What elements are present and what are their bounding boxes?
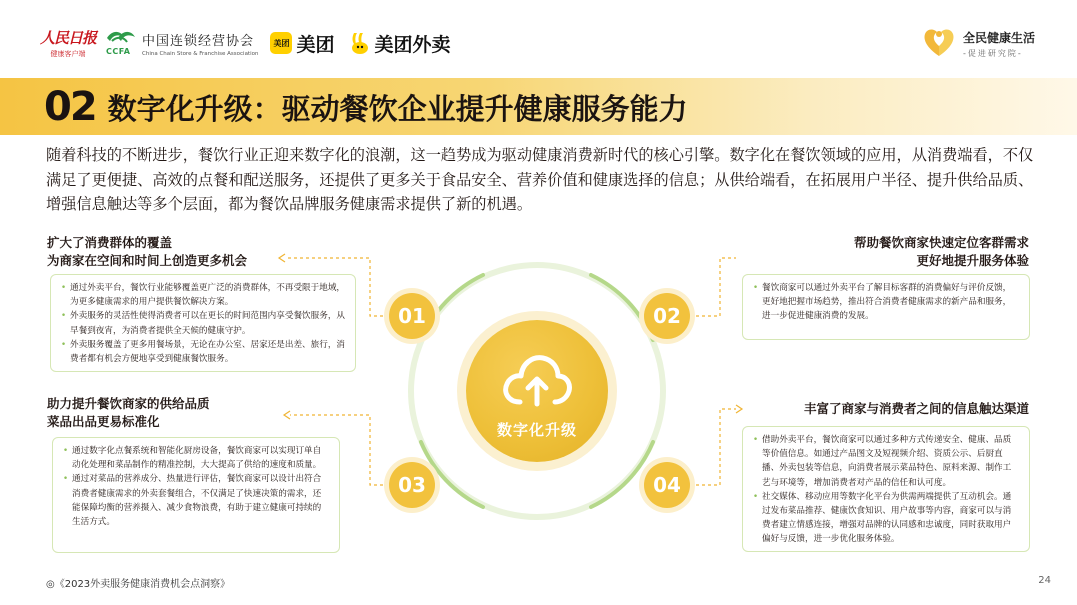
section-02-heading-line: 帮助餐饮商家快速定位客群需求 [853,235,1029,250]
health-institute-subtitle: -促进研究院- [962,49,1023,58]
section-03-bullet: • 通过对菜品的营养成分、热量进行评估，餐饮商家可以设计出符合消费者健康需求的外卖套餐组合，不仅满足了快速决策的需求，还能保障均衡的营养摄入、减少食物浪费，有助于建立健康可持续的生活方式。 [63,472,329,529]
ccfa-mark-text: CCFA [106,47,131,56]
section-01-bullet: • 通过外卖平台，餐饮行业能够覆盖更广泛的消费群体，不再受限于地域，为更多健康需求的用户提供餐饮解决方案。 [61,281,345,309]
section-02-heading [854,234,1029,270]
health-institute-logo [921,26,1035,62]
number-circle-04: 04 [644,462,690,508]
section-03-bullet: • 通过数字化点餐系统和智能化厨房设备，餐饮商家可以实现订单自动化处理和菜品制作的精准控制，大大提高了供给的速度和质量。 [63,444,329,472]
ccfa-name-en: China Chain Store & Franchise Association [142,50,259,57]
header-logos [40,22,451,64]
meituan-badge-icon: 美团 [270,32,292,54]
section-01-bullet: • 外卖服务覆盖了更多用餐场景，无论在办公室、居家还是出差、旅行，消费者都有机会方便地享受到健康餐饮服务。 [61,338,345,366]
section-03-heading-line: 助力提升餐饮商家的供给品质 [47,396,210,411]
section-02-heading-line: 更好地提升服务体验 [916,253,1029,268]
section-02-box [742,274,1030,340]
meituan-name: 美团 [296,33,335,56]
number-circle-03: 03 [389,462,435,508]
page-title [44,84,688,130]
title-number: 02 [44,84,96,130]
intro-paragraph: 随着科技的不断进步，餐饮行业正迎来数字化的浪潮，这一趋势成为驱动健康消费新时代的核心引擎。数字化在餐饮领域的应用，从消费端看，不仅满足了更便捷、高效的点餐和配送服务，还提供了更多关于食品安全、营养价值和健康选择的信息；从供给端看，在拓展用户半径、提升供给品质、增强信息触达等多个层面，都为餐饮品牌服务健康需求提供了新的机遇。 [46,146,1034,213]
kangaroo-icon [349,31,371,55]
section-03-box [52,437,340,553]
meituan-logo [270,30,334,57]
page-number: 24 [1038,575,1051,586]
meituan-waimai-logo [349,30,451,57]
health-institute-title: 全民健康生活 [962,31,1035,45]
section-01-heading-line: 为商家在空间和时间上创造更多机会 [47,253,248,268]
rmrb-logo-sub: 健康客户端 [50,50,86,58]
meituan-waimai-name: 美团外卖 [374,33,451,56]
footer-source: ◎《2023外卖服务健康消费机会点洞察》 [46,579,231,590]
section-01-heading-line: 扩大了消费群体的覆盖 [47,235,173,250]
number-circle-01: 01 [389,293,435,339]
section-04-heading [804,400,1029,418]
section-04-bullet: • 借助外卖平台，餐饮商家可以通过多种方式传递安全、健康、品质等价值信息。如通过产品图文及短视频介绍、资质公示、后厨直播、外卖包装等信息，向消费者展示菜品特色、原料来源、制作工艺与环境等，增加消费者对产品的信任和认可度。 [753,433,1019,490]
section-03-heading-line: 菜品出品更易标准化 [47,414,160,429]
section-04-bullet: • 社交媒体、移动应用等数字化平台为供需两端提供了互动机会。通过发布菜品推荐、健康饮食知识、用户故事等内容，商家可以与消费者建立情感连接，增强对品牌的认同感和忠诚度，同时获取用户偏好与反馈，进一步优化服务体验。 [753,490,1019,547]
section-02-bullet: • 餐饮商家可以通过外卖平台了解目标客群的消费偏好与评价反馈，更好地把握市场趋势，推出符合消费者健康需求的新产品和服务，进一步促进健康消费的发展。 [753,281,1019,324]
section-01-box [50,274,356,372]
heart-leaf-icon [921,26,957,62]
cloud-upload-icon [500,350,574,410]
section-03-heading [47,395,210,431]
section-01-bullet: • 外卖服务的灵活性使得消费者可以在更长的时间范围内享受餐饮服务，从早餐到夜宵，为消费者提供全天候的健康守护。 [61,309,345,337]
ccfa-logo [104,28,258,58]
section-01-heading [47,234,247,270]
center-circle [466,320,608,462]
title-text: 数字化升级：驱动餐饮企业提升健康服务能力 [107,91,688,126]
rmrb-logo-name: 人民日报 [40,29,97,47]
ccfa-mark-icon [104,28,138,58]
ccfa-name: 中国连锁经营协会 [142,33,255,49]
section-04-heading-line: 丰富了商家与消费者之间的信息触达渠道 [803,401,1029,416]
center-label: 数字化升级 [496,421,577,439]
number-circle-02: 02 [644,293,690,339]
section-04-box [742,426,1030,552]
rmrb-logo [40,27,96,59]
